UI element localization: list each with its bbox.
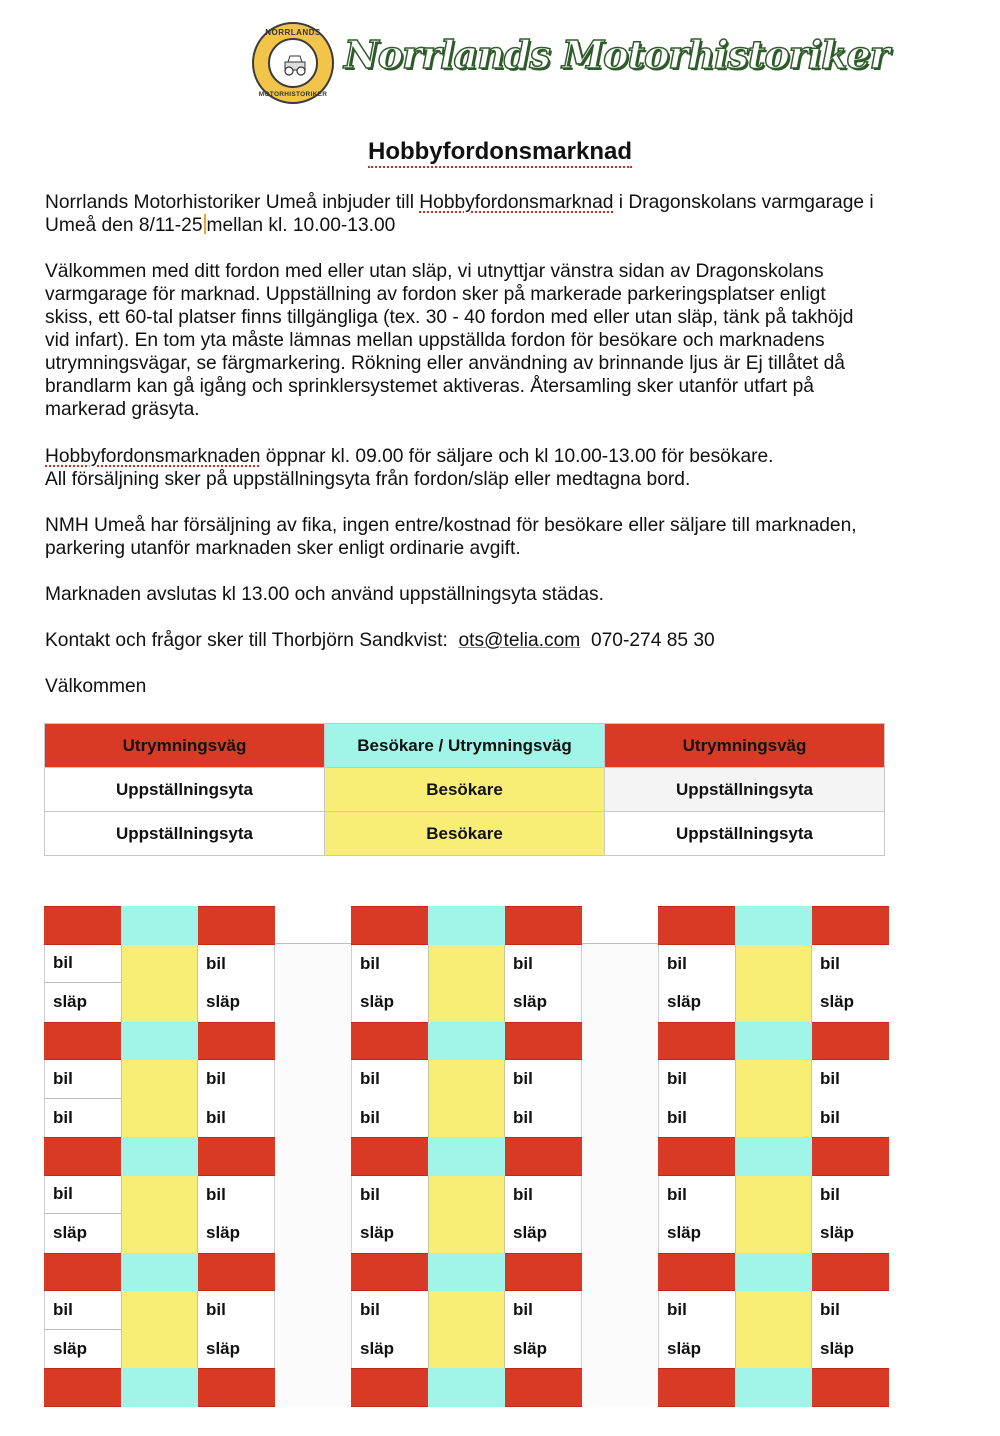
exit-cell (351, 1368, 428, 1407)
parking-row (44, 1291, 275, 1330)
exit-cell (812, 1022, 889, 1061)
parking-row (44, 983, 275, 1022)
page-title-text: Hobbyfordonsmarknad (368, 139, 632, 168)
exit-cell (351, 906, 428, 945)
parking-row (658, 1176, 889, 1215)
parking-cell: bil (812, 945, 889, 984)
visitor-cell (121, 1214, 198, 1253)
table-cell-visitor: Besökare (325, 812, 605, 856)
parking-cell: bil (198, 1099, 275, 1138)
table-cell-visitor: Besökare (325, 768, 605, 812)
parking-row (658, 983, 889, 1022)
parking-cell: bil (812, 1099, 889, 1138)
opening-hours-paragraph (45, 445, 975, 491)
closing-paragraph (45, 675, 975, 698)
parking-row (658, 1214, 889, 1253)
parking-cell: bil (351, 1291, 428, 1330)
parking-cell: bil (351, 1099, 428, 1138)
parking-cell: släp (351, 1214, 428, 1253)
logo (252, 22, 889, 106)
vintage-car-icon (280, 50, 310, 80)
parking-cell: bil (198, 1291, 275, 1330)
page-title (0, 138, 1000, 168)
parking-row (44, 1330, 275, 1369)
parking-row (658, 945, 889, 984)
parking-cell: bil (505, 945, 582, 984)
visitor-exit-cell (428, 1253, 505, 1292)
parking-row (351, 1176, 582, 1215)
paragraph-line: vid infart). En tom yta måste lämnas mellan uppställda fordon för besökare och marknadens (45, 330, 825, 351)
parking-cell: släp (44, 1330, 121, 1369)
closing-time-paragraph (45, 583, 975, 606)
exit-cell (44, 1022, 121, 1061)
parking-cell: bil (658, 1060, 735, 1099)
logo-badge-inner (268, 38, 318, 88)
parking-row (658, 1330, 889, 1369)
paragraph-line: Välkommen med ditt fordon med eller utan släp, vi utnyttjar vänstra sidan av Dragonskolans (45, 261, 824, 282)
paragraph-line: utrymningsvägar, se färgmarkering. Rökning eller användning av brinnande ljus är Ej tillåtet då (45, 353, 845, 374)
logo-badge (252, 22, 334, 104)
exit-cell (658, 1022, 735, 1061)
parking-cell: bil (351, 945, 428, 984)
parking-cell: släp (658, 1330, 735, 1369)
visitor-cell (428, 1330, 505, 1369)
parking-row (351, 983, 582, 1022)
parking-cell: bil (44, 1099, 121, 1138)
parking-cell: bil (812, 1291, 889, 1330)
exit-cell (658, 1137, 735, 1176)
paragraph-line: parkering utanför marknaden sker enligt ordinarie avgift. (45, 538, 521, 559)
visitor-cell (121, 1330, 198, 1369)
parking-row (351, 1099, 582, 1138)
exit-cell (812, 1137, 889, 1176)
parking-row (351, 1291, 582, 1330)
exit-cell (198, 1022, 275, 1061)
visitor-exit-cell (121, 1137, 198, 1176)
parking-cell: släp (198, 983, 275, 1022)
parking-cell: släp (44, 1214, 121, 1253)
parking-cell: släp (351, 983, 428, 1022)
parking-row (351, 1330, 582, 1369)
exit-cell (812, 1253, 889, 1292)
intro-paragraph (45, 191, 975, 237)
parking-cell: släp (198, 1214, 275, 1253)
exit-row (44, 1368, 275, 1407)
table-cell-parking: Uppställningsyta (605, 768, 885, 812)
visitor-cell (735, 1099, 812, 1138)
exit-row (44, 1022, 275, 1061)
welcome-paragraph (45, 260, 975, 421)
parking-cell: bil (198, 1176, 275, 1215)
parking-cell: bil (505, 1291, 582, 1330)
exit-cell (198, 1137, 275, 1176)
parking-cell: släp (812, 1214, 889, 1253)
visitor-exit-cell (735, 1253, 812, 1292)
visitor-cell (121, 1060, 198, 1099)
exit-cell (351, 1137, 428, 1176)
parking-cell: släp (505, 1214, 582, 1253)
visitor-exit-cell (735, 906, 812, 945)
paragraph-line: NMH Umeå har försäljning av fika, ingen entre/kostnad för besökare eller säljare till marknaden, (45, 515, 857, 536)
table-cell-parking: Uppställningsyta (605, 812, 885, 856)
parking-cell: bil (44, 945, 121, 984)
visitor-cell (428, 945, 505, 984)
parking-row (44, 1060, 275, 1099)
text: Umeå den 8/11-25 (45, 215, 203, 236)
exit-cell (505, 906, 582, 945)
exit-cell (505, 1137, 582, 1176)
visitor-cell (428, 1176, 505, 1215)
legend-table (44, 723, 885, 856)
visitor-cell (428, 1214, 505, 1253)
grid-gap (581, 943, 659, 1406)
table-cell-exit: Utrymningsväg (45, 724, 325, 768)
exit-cell (44, 1253, 121, 1292)
visitor-exit-cell (121, 1253, 198, 1292)
exit-row (658, 1137, 889, 1176)
table-cell-exit: Utrymningsväg (605, 724, 885, 768)
visitor-cell (735, 983, 812, 1022)
table-cell-visitor-exit: Besökare / Utrymningsväg (325, 724, 605, 768)
exit-cell (44, 1368, 121, 1407)
visitor-exit-cell (428, 1022, 505, 1061)
paragraph-line: Marknaden avslutas kl 13.00 och använd uppställningsyta städas. (45, 584, 604, 605)
parking-block-3 (658, 906, 889, 1407)
visitor-cell (121, 945, 198, 984)
parking-cell: släp (198, 1330, 275, 1369)
parking-cell: bil (658, 945, 735, 984)
visitor-cell (735, 1060, 812, 1099)
intro-line-2 (45, 214, 975, 237)
exit-cell (198, 1368, 275, 1407)
text: i Dragonskolans varmgarage i (613, 192, 874, 213)
logo-wordmark: Norrlands Motorhistoriker (344, 32, 889, 77)
visitor-cell (121, 1176, 198, 1215)
exit-row (351, 1022, 582, 1061)
visitor-cell (735, 1291, 812, 1330)
parking-block-2 (351, 906, 582, 1407)
visitor-exit-cell (428, 1368, 505, 1407)
parking-cell: släp (505, 983, 582, 1022)
table-row (45, 812, 885, 856)
exit-cell (351, 1253, 428, 1292)
parking-cell: släp (658, 1214, 735, 1253)
parking-cell: bil (198, 945, 275, 984)
parking-cell: släp (505, 1330, 582, 1369)
paragraph-line (45, 445, 975, 468)
visitor-cell (735, 945, 812, 984)
parking-cell: bil (812, 1060, 889, 1099)
parking-cell: bil (44, 1291, 121, 1330)
paragraph-line (45, 629, 975, 652)
text: mellan kl. 10.00-13.00 (206, 215, 396, 236)
spellcheck-word: Hobbyfordonsmarknaden (45, 446, 261, 467)
logo-badge-text-top: NORRLANDS (265, 28, 321, 37)
parking-cell: bil (658, 1291, 735, 1330)
exit-row (351, 906, 582, 945)
exit-row (351, 1368, 582, 1407)
exit-cell (505, 1022, 582, 1061)
parking-row (351, 1060, 582, 1099)
exit-row (351, 1253, 582, 1292)
grid-gap (274, 943, 352, 1406)
table-row (45, 724, 885, 768)
parking-row (44, 945, 275, 984)
paragraph-line: brandlarm kan gå igång och sprinklersystemet aktiveras. Återsamling sker utanför utfart på (45, 376, 814, 397)
visitor-exit-cell (121, 906, 198, 945)
parking-row (658, 1099, 889, 1138)
parking-cell: bil (351, 1060, 428, 1099)
fika-paragraph (45, 514, 975, 560)
parking-row (44, 1214, 275, 1253)
parking-row (658, 1060, 889, 1099)
table-cell-parking: Uppställningsyta (45, 768, 325, 812)
text-cursor (204, 214, 206, 234)
exit-cell (44, 1137, 121, 1176)
exit-row (658, 906, 889, 945)
visitor-exit-cell (735, 1368, 812, 1407)
visitor-cell (735, 1176, 812, 1215)
exit-cell (658, 1253, 735, 1292)
parking-cell: bil (505, 1176, 582, 1215)
exit-row (351, 1137, 582, 1176)
visitor-cell (428, 1060, 505, 1099)
visitor-cell (428, 1291, 505, 1330)
exit-cell (505, 1253, 582, 1292)
exit-row (44, 1137, 275, 1176)
visitor-exit-cell (735, 1137, 812, 1176)
paragraph-line: varmgarage för marknad. Uppställning av fordon sker på markerade parkeringsplatser enligt (45, 284, 826, 305)
exit-row (44, 906, 275, 945)
logo-badge-text-bottom: MOTORHISTORIKER (258, 91, 328, 98)
parking-cell: släp (658, 983, 735, 1022)
exit-cell (658, 906, 735, 945)
parking-row (658, 1291, 889, 1330)
visitor-cell (428, 1099, 505, 1138)
exit-cell (812, 1368, 889, 1407)
parking-row (44, 1099, 275, 1138)
parking-row (351, 1214, 582, 1253)
intro-line-1 (45, 191, 975, 214)
exit-cell (198, 906, 275, 945)
parking-cell: bil (658, 1176, 735, 1215)
visitor-cell (428, 983, 505, 1022)
exit-cell (505, 1368, 582, 1407)
visitor-cell (121, 1099, 198, 1138)
table-cell-parking: Uppställningsyta (45, 812, 325, 856)
exit-cell (658, 1368, 735, 1407)
exit-cell (198, 1253, 275, 1292)
parking-row (44, 1176, 275, 1215)
exit-row (44, 1253, 275, 1292)
text: Norrlands Motorhistoriker Umeå inbjuder till (45, 192, 420, 213)
parking-cell: bil (44, 1060, 121, 1099)
visitor-cell (121, 983, 198, 1022)
parking-block-1 (44, 906, 275, 1407)
parking-cell: bil (351, 1176, 428, 1215)
exit-row (658, 1022, 889, 1061)
visitor-exit-cell (121, 1368, 198, 1407)
parking-cell: bil (44, 1176, 121, 1215)
parking-cell: släp (351, 1330, 428, 1369)
parking-cell: bil (505, 1099, 582, 1138)
parking-cell: bil (812, 1176, 889, 1215)
parking-cell: bil (198, 1060, 275, 1099)
exit-cell (351, 1022, 428, 1061)
visitor-exit-cell (428, 1137, 505, 1176)
spellcheck-word: Hobbyfordonsmarknad (419, 192, 614, 213)
paragraph-line: Välkommen (45, 676, 147, 697)
visitor-cell (735, 1330, 812, 1369)
contact-paragraph (45, 629, 975, 652)
paragraph-line: All försäljning sker på uppställningsyta från fordon/släp eller medtagna bord. (45, 469, 691, 490)
text: öppnar kl. 09.00 för säljare och kl 10.00-13.00 för besökare. (260, 446, 774, 467)
text: Kontakt och frågor sker till Thorbjörn Sandkvist: (45, 630, 459, 651)
visitor-exit-cell (428, 906, 505, 945)
exit-cell (44, 906, 121, 945)
parking-cell: släp (812, 983, 889, 1022)
visitor-exit-cell (735, 1022, 812, 1061)
paragraph-line: skiss, ett 60-tal platser finns tillgängliga (tex. 30 - 40 fordon med eller utan släp, tänk på takhöjd (45, 307, 854, 328)
visitor-exit-cell (121, 1022, 198, 1061)
parking-cell: bil (658, 1099, 735, 1138)
table-row (45, 768, 885, 812)
exit-row (658, 1368, 889, 1407)
visitor-cell (121, 1291, 198, 1330)
email-link[interactable]: ots@telia.com (458, 630, 581, 651)
parking-row (351, 945, 582, 984)
phone-number: 070-274 85 30 (580, 630, 715, 651)
paragraph-line: markerad gräsyta. (45, 399, 200, 420)
visitor-cell (735, 1214, 812, 1253)
exit-row (658, 1253, 889, 1292)
parking-cell: släp (812, 1330, 889, 1369)
parking-cell: bil (505, 1060, 582, 1099)
exit-cell (812, 906, 889, 945)
parking-cell: släp (44, 983, 121, 1022)
